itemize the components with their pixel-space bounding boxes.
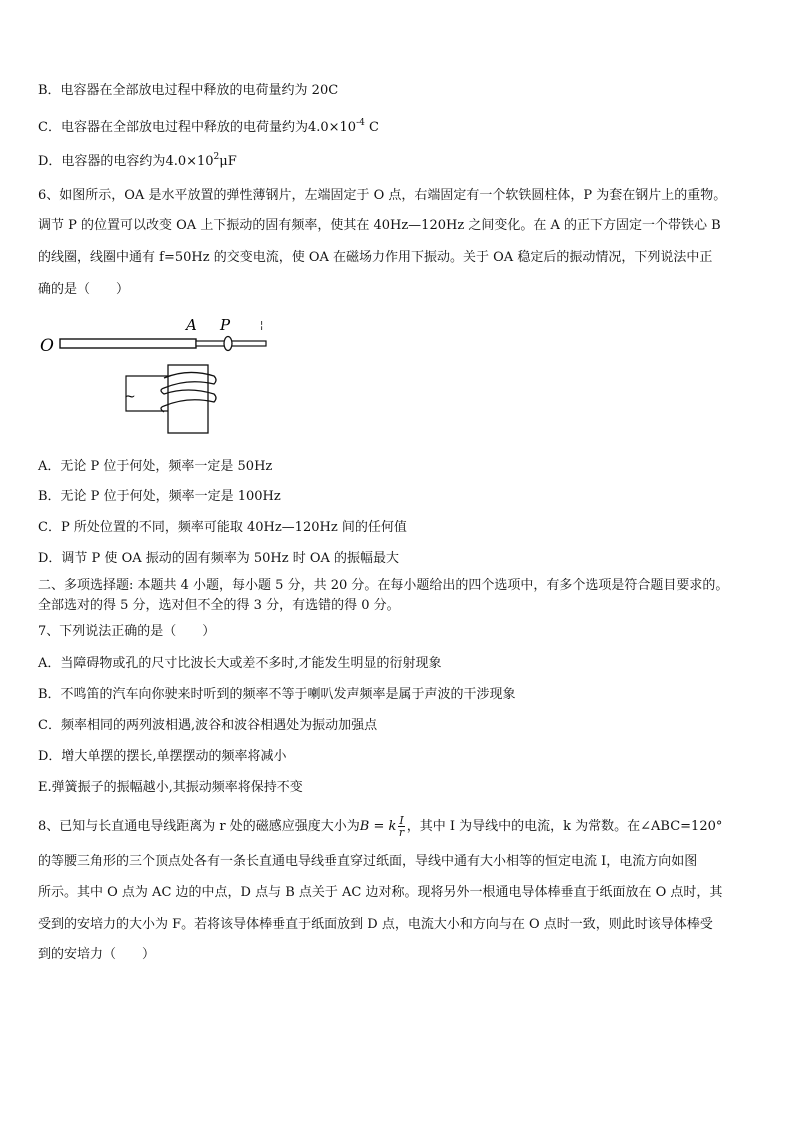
q8-stem-line-3: 所示。其中 O 点为 AC 边的中点，D 点与 B 点关于 AC 边对称。现将另外一根通电导体棒垂直于纸面放在 O 点时，其: [38, 885, 723, 900]
q8-stem-text-cont: ，其中 I 为导线中的电流，k 为常数。在∠ABC=120°: [406, 819, 723, 834]
q5-option-c-text: C．电容器在全部放电过程中释放的电荷量约为: [38, 120, 308, 135]
q7-option-b: B．不鸣笛的汽车向你驶来时听到的频率不等于喇叭发声频率是属于声波的干涉现象: [38, 687, 516, 702]
q8-formula-fraction: [398, 815, 404, 838]
q5-option-d-value: 4.0×10: [165, 154, 214, 169]
figure-label-o: O: [40, 336, 54, 356]
q8-formula-lhs: B = k: [359, 819, 397, 834]
q8-formula-denominator: r: [398, 826, 405, 839]
q6-option-a: A．无论 P 位于何处，频率一定是 50Hz: [38, 459, 273, 474]
q8-stem-line-4: 受到的安培力的大小为 F。若将该导体棒垂直于纸面放到 D 点，电流大小和方向与在 O 点时一致，则此时该导体棒受: [38, 917, 713, 932]
figure-edge-mark: ¦: [260, 320, 264, 331]
q5-option-c-exponent: -4: [356, 118, 365, 128]
q7-option-c: C．频率相同的两列波相遇,波谷和波谷相遇处为振动加强点: [38, 718, 378, 733]
reed-oa: [60, 339, 196, 348]
section-2-instructions-line-2: 全部选对的得 5 分，选对但不全的得 3 分，有选错的得 0 分。: [38, 598, 400, 613]
q7-option-d: D．增大单摆的摆长,单摆摆动的频率将减小: [38, 749, 287, 764]
weight-p: [224, 337, 232, 351]
q5-option-d: [38, 148, 237, 171]
q8-stem-line-1: [38, 815, 722, 838]
q8-stem-line-2: 的等腰三角形的三个顶点处各有一条长直通电导线垂直穿过纸面，导线中通有大小相等的恒定电流 I，电流方向如图: [38, 854, 698, 869]
ac-source-symbol: ~: [124, 389, 136, 405]
q5-option-c-value: 4.0×10: [307, 120, 357, 135]
q5-option-d-unit: μF: [219, 154, 237, 169]
section-2-instructions-line-1: 二、多项选择题: 本题共 4 小题，每小题 5 分，共 20 分。在每小题给出的四个选项中，有多个选项是符合题目要求的。: [38, 578, 729, 593]
q7-option-e: E.弹簧振子的振幅越小,其振动频率将保持不变: [38, 780, 303, 795]
q8-formula-numerator: I: [399, 814, 404, 827]
q5-option-c-unit: C: [364, 120, 379, 135]
q5-option-b: B．电容器在全部放电过程中释放的电荷量约为 20C: [38, 83, 339, 98]
q8-stem-text: 8、已知与长直通电导线距离为 r 处的磁感应强度大小为: [38, 819, 360, 834]
q7-stem: 7、下列说法正确的是（ ）: [38, 624, 216, 639]
q5-option-c: [38, 114, 379, 137]
q5-option-d-exponent: 2: [213, 152, 220, 162]
figure-label-a: A: [186, 316, 197, 334]
q6-option-c: C．P 所处位置的不同，频率可能取 40Hz—120Hz 间的任何值: [38, 520, 407, 535]
figure-label-p: P: [220, 316, 231, 334]
q6-figure-vibrating-reed: [38, 310, 278, 440]
q6-stem-line-4: 确的是（ ）: [38, 282, 130, 297]
q6-option-d: D．调节 P 使 OA 振动的固有频率为 50Hz 时 OA 的振幅最大: [38, 551, 400, 566]
q6-stem-line-1: 6、如图所示，OA 是水平放置的弹性薄钢片，左端固定于 O 点，右端固定有一个软铁圆柱体，P 为套在钢片上的重物。: [38, 188, 727, 203]
q6-stem-line-2: 调节 P 的位置可以改变 OA 上下振动的固有频率，使其在 40Hz—120Hz 之间变化。在 A 的正下方固定一个带铁心 B: [38, 218, 721, 233]
q5-option-d-text: D．电容器的电容约为: [38, 154, 166, 169]
q7-option-a: A．当障碍物或孔的尺寸比波长大或差不多时,才能发生明显的衍射现象: [38, 656, 442, 671]
q6-option-b: B．无论 P 位于何处，频率一定是 100Hz: [38, 489, 281, 504]
q8-stem-line-5: 到的安培力（ ）: [38, 947, 156, 962]
q6-stem-line-3: 的线圈，线圈中通有 f=50Hz 的交变电流，使 OA 在磁场力作用下振动。关于 OA 稳定后的振动情况，下列说法中正: [38, 250, 713, 265]
